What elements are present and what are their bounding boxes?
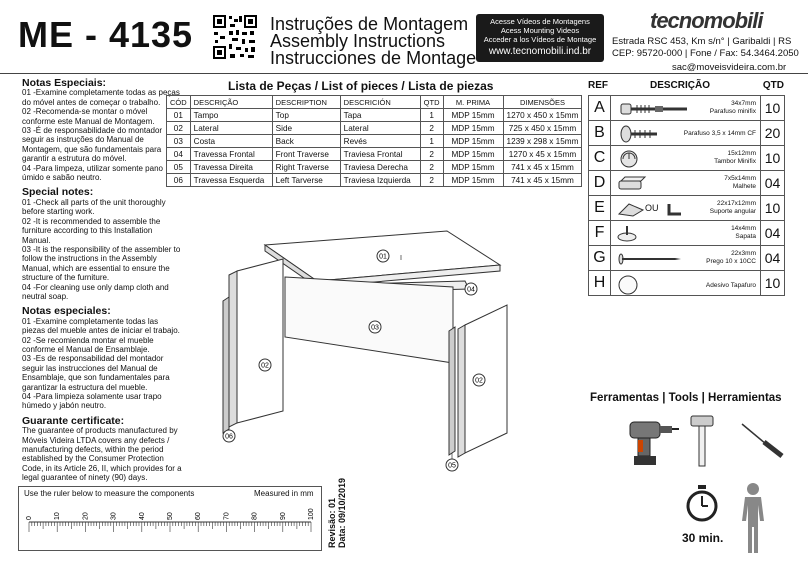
table-cell: Travessa Esquerda — [190, 174, 272, 187]
table-cell: Tapa — [340, 109, 420, 122]
hardware-row — [589, 96, 785, 121]
hardware-label: 22x17x12mm Suporte angular — [709, 200, 756, 215]
guarantee-text: The guarantee of products manufactured by Móveis Videira LTDA covers any defects / manufacturing defects, within the period established by the Consumer Protection Code, in its Article 26, II, which provides for a legal guarantee of ninety (90) days. — [22, 426, 182, 483]
ruler-tick-label: 50 — [167, 512, 174, 520]
header-titles — [270, 16, 476, 67]
table-cell: 2 — [420, 148, 443, 161]
table-row — [167, 174, 582, 187]
table-cell: 2 — [420, 122, 443, 135]
col-material: M. PRIMA — [443, 96, 503, 109]
ruler-unit: Measured in mm — [254, 489, 314, 498]
qr-code-icon[interactable] — [212, 14, 258, 60]
stopwatch-icon — [686, 484, 718, 524]
company-address — [612, 36, 799, 60]
hardware-cell — [611, 221, 761, 246]
hardware-row — [589, 121, 785, 146]
notes-en-title: Special notes: — [22, 186, 94, 199]
table-row — [167, 122, 582, 135]
hardware-cell — [611, 96, 761, 121]
note-pt-4: 04 -Para limpeza, utilizar somente pano úmido e sabão neutro. — [22, 163, 163, 183]
hardware-qty: 04 — [761, 246, 785, 271]
dowel-icon — [617, 175, 657, 193]
note-pt-3: 03 -É de responsabilidade do montador seguir as instruções do Manual de Montagem, que são fundamentais para garantir a estrutura do móvel. — [22, 126, 163, 164]
table-cell: Back — [272, 135, 340, 148]
hardware-qty: 04 — [761, 221, 785, 246]
hardware-ref: B — [589, 121, 611, 146]
hardware-label: 15x12mm Tambor Minifix — [714, 150, 756, 165]
note-es-1: 01 -Examine completamente todas las piezas del mueble antes de iniciar el trabajo. — [22, 316, 180, 336]
guarantee-title: Guarante certificate: — [22, 414, 125, 427]
ruler-instruction: Use the ruler below to measure the components — [24, 489, 195, 498]
ruler-tick-label: 20 — [82, 512, 90, 520]
table-row — [167, 109, 582, 122]
hardware-cell — [611, 196, 761, 221]
hardware-label: Adesivo Tapafuro — [705, 282, 756, 289]
table-cell: Travessa Frontal — [190, 148, 272, 161]
col-desc-es: DESCRICIÓN — [340, 96, 420, 109]
table-cell: Right Traverse — [272, 161, 340, 174]
table-cell: MDP 15mm — [443, 122, 503, 135]
hardware-row — [589, 221, 785, 246]
note-es-3: 03 -Es de responsabilidad del montador seguir las instrucciones del Manual de Ensamblaje, que son fundamentales para garantizar la estructura del mueble. — [22, 354, 170, 392]
ruler-tick-label: 40 — [138, 512, 146, 520]
table-cell: 1270 x 450 x 15mm — [503, 109, 582, 122]
title-es: Instrucciones de Montage — [270, 48, 477, 68]
table-cell: MDP 15mm — [443, 148, 503, 161]
hardware-label: 7x5x14mm Malhete — [724, 175, 756, 190]
table-cell: 04 — [167, 148, 191, 161]
exploded-diagram — [215, 225, 525, 475]
tools-title: Ferramentas | Tools | Herramientas — [590, 392, 782, 404]
table-cell: Lateral — [340, 122, 420, 135]
drill-icon — [624, 412, 680, 466]
part-right-traverse-shape — [449, 327, 455, 455]
table-cell: 2 — [420, 161, 443, 174]
table-cell: Side — [272, 122, 340, 135]
foot-pad-icon — [617, 225, 657, 243]
hardware-row — [589, 271, 785, 296]
hardware-cell — [611, 121, 761, 146]
minifix-screw-icon — [617, 100, 697, 118]
hardware-row — [589, 196, 785, 221]
table-cell: Lateral — [190, 122, 272, 135]
model-number: ME - 4135 — [18, 14, 194, 55]
hardware-cell — [611, 271, 761, 296]
sticker-cap-icon — [617, 275, 657, 295]
ruler-tick-label: 100 — [308, 508, 315, 520]
table-cell: Revés — [340, 135, 420, 148]
hardware-ref: E — [589, 196, 611, 221]
video-banner[interactable] — [476, 14, 604, 62]
table-cell: 02 — [167, 122, 191, 135]
table-cell: 06 — [167, 174, 191, 187]
hardware-qty: 10 — [761, 96, 785, 121]
ruler-tick-label: 60 — [195, 512, 203, 520]
parts-header — [588, 80, 784, 91]
note-en-4: 04 -For cleaning use only damp cloth and neutral soap. — [22, 282, 169, 301]
ruler-tick-label: 70 — [223, 512, 231, 520]
col-qtd: QTD — [420, 96, 443, 109]
person-silhouette-icon — [740, 482, 766, 554]
hardware-ref: H — [589, 271, 611, 296]
table-cell: 05 — [167, 161, 191, 174]
hardware-cell — [611, 146, 761, 171]
hardware-cell — [611, 171, 761, 196]
col-desc-pt: DESCRIÇÃO — [190, 96, 272, 109]
diagram-label-03: 03 — [371, 324, 379, 332]
hardware-label: 34x7mm Parafuso minifix — [709, 100, 756, 115]
table-cell: Top — [272, 109, 340, 122]
revision-number: Revisão: 01 — [327, 497, 337, 548]
table-cell: Tampo — [190, 109, 272, 122]
video-line-1: Acesse Vídeos de Montagens — [490, 17, 590, 26]
revision-info — [327, 478, 347, 548]
ruler-tick-label: 80 — [251, 512, 259, 520]
table-cell: MDP 15mm — [443, 135, 503, 148]
table-cell: Traviesa Izquierda — [340, 174, 420, 187]
hardware-ref: D — [589, 171, 611, 196]
video-line-2: Acess Mounting Videos — [500, 26, 580, 35]
table-cell: MDP 15mm — [443, 161, 503, 174]
table-cell: 1270 x 45 x 15mm — [503, 148, 582, 161]
note-en-2: 02 -It is recommended to assemble the furniture according to this Installation Manual. — [22, 216, 161, 245]
hardware-cell — [611, 246, 761, 271]
hardware-row — [589, 246, 785, 271]
revision-date: Data: 09/10/2019 — [337, 477, 347, 548]
note-pt-2: 02 -Recomenda-se montar o móvel conforme este Manual de Montagem. — [22, 107, 155, 126]
hardware-row — [589, 146, 785, 171]
table-cell: 741 x 45 x 15mm — [503, 161, 582, 174]
or-label: OU — [645, 203, 659, 213]
col-dimensions: DIMENSÕES — [503, 96, 582, 109]
hardware-ref: G — [589, 246, 611, 271]
hardware-qty: 10 — [761, 271, 785, 296]
diagram-label-05: 05 — [448, 462, 456, 470]
col-cod: CÓD — [167, 96, 191, 109]
ref-label: REF — [588, 80, 608, 91]
hardware-qty: 10 — [761, 196, 785, 221]
note-pt-1: 01 -Examine completamente todas as peças do móvel antes de começar o trabalho. — [22, 88, 180, 107]
hammer-icon — [688, 414, 718, 468]
hardware-ref: F — [589, 221, 611, 246]
table-cell: Traviesa Frontal — [340, 148, 420, 161]
nail-icon — [617, 250, 687, 268]
ruler-tick-label: 10 — [54, 512, 62, 520]
hardware-label: Parafuso 3,5 x 14mm CF — [683, 130, 756, 137]
table-cell: MDP 15mm — [443, 174, 503, 187]
table-cell: Front Traverse — [272, 148, 340, 161]
pieces-table — [166, 95, 582, 187]
diagram-label-04: 04 — [467, 286, 475, 294]
table-cell: Travessa Direita — [190, 161, 272, 174]
notes-es-title: Notas especiales: — [22, 305, 111, 318]
part-back-shape — [285, 277, 453, 363]
table-cell: 1 — [420, 109, 443, 122]
company-email[interactable]: sac@moveisvideira.com.br — [672, 62, 787, 73]
qtd-label: QTD — [762, 80, 784, 91]
part-left-traverse-shape — [223, 297, 229, 433]
notes-column — [22, 79, 182, 483]
notes-pt-title: Notas Especiais: — [22, 77, 107, 89]
video-line-3: Acceder a los Vídeos de Montage — [483, 35, 597, 44]
title-en: Assembly Instructions — [270, 31, 446, 51]
diagram-label-02-left: 02 — [261, 362, 269, 370]
hardware-ref: C — [589, 146, 611, 171]
col-desc-en: DESCRIPTION — [272, 96, 340, 109]
note-es-4: 04 -Para limpieza solamente usar trapo húmedo y jabón neutro. — [22, 392, 162, 411]
note-en-3: 03 -It is the responsibility of the assembler to follow the instructions in the Assembly Manual, which are essential to ensure the structure of the furniture. — [22, 244, 181, 283]
table-cell: 01 — [167, 109, 191, 122]
note-en-1: 01 -Check all parts of the unit thoroughly before starting work. — [22, 197, 166, 217]
part-right-side-shape — [465, 305, 507, 453]
ruler-scale — [24, 500, 318, 550]
table-row — [167, 148, 582, 161]
part-left-side-shape — [237, 259, 283, 423]
address-line-1: Estrada RSC 453, Km s/n° | Garibaldi | RS — [612, 36, 792, 47]
hardware-qty: 04 — [761, 171, 785, 196]
video-url[interactable]: www.tecnomobili.ind.br — [488, 46, 592, 57]
hardware-row — [589, 171, 785, 196]
ruler-tick-label: 30 — [110, 512, 118, 520]
hardware-ref: A — [589, 96, 611, 121]
screw-icon — [617, 125, 667, 143]
minifix-drum-icon — [617, 150, 657, 168]
hardware-label: 14x4mm Sapata — [731, 225, 756, 240]
table-cell: 741 x 45 x 15mm — [503, 174, 582, 187]
address-line-2: CEP: 95720-000 | Fone / Fax: 54.3464.2050 — [612, 48, 799, 59]
table-row — [167, 135, 582, 148]
title-pt: Instruções de Montagem — [270, 14, 469, 34]
hardware-label: 22x3mm Prego 10 x 10CC — [706, 250, 756, 265]
table-cell: 2 — [420, 174, 443, 187]
pieces-header-row — [167, 96, 582, 109]
hardware-qty: 10 — [761, 146, 785, 171]
table-row — [167, 161, 582, 174]
ruler-tick-label: 90 — [279, 512, 287, 520]
table-cell: 725 x 450 x 15mm — [503, 122, 582, 135]
hardware-table — [588, 95, 785, 296]
desc-label: DESCRIÇÃO — [650, 80, 711, 91]
ruler-tick-label: 0 — [26, 516, 33, 520]
table-cell: Traviesa Derecha — [340, 161, 420, 174]
hardware-qty: 20 — [761, 121, 785, 146]
pieces-title: Lista de Peças / List of pieces / Lista de piezas — [228, 79, 494, 93]
table-cell: 1239 x 298 x 15mm — [503, 135, 582, 148]
table-cell: 1 — [420, 135, 443, 148]
screwdriver-icon — [738, 420, 786, 460]
diagram-label-06: 06 — [225, 433, 233, 441]
diagram-label-02-right: 02 — [475, 377, 483, 385]
header-divider — [0, 73, 808, 74]
table-cell: 03 — [167, 135, 191, 148]
assembly-time: 30 min. — [682, 531, 724, 545]
note-es-2: 02 -Se recomienda montar el mueble conforme el Manual de Ensamblaje. — [22, 335, 154, 354]
diagram-label-01: 01 — [379, 253, 387, 261]
table-cell: Costa — [190, 135, 272, 148]
company-logo: tecnomobili — [650, 8, 763, 33]
table-cell: Left Tarverse — [272, 174, 340, 187]
table-cell: MDP 15mm — [443, 109, 503, 122]
